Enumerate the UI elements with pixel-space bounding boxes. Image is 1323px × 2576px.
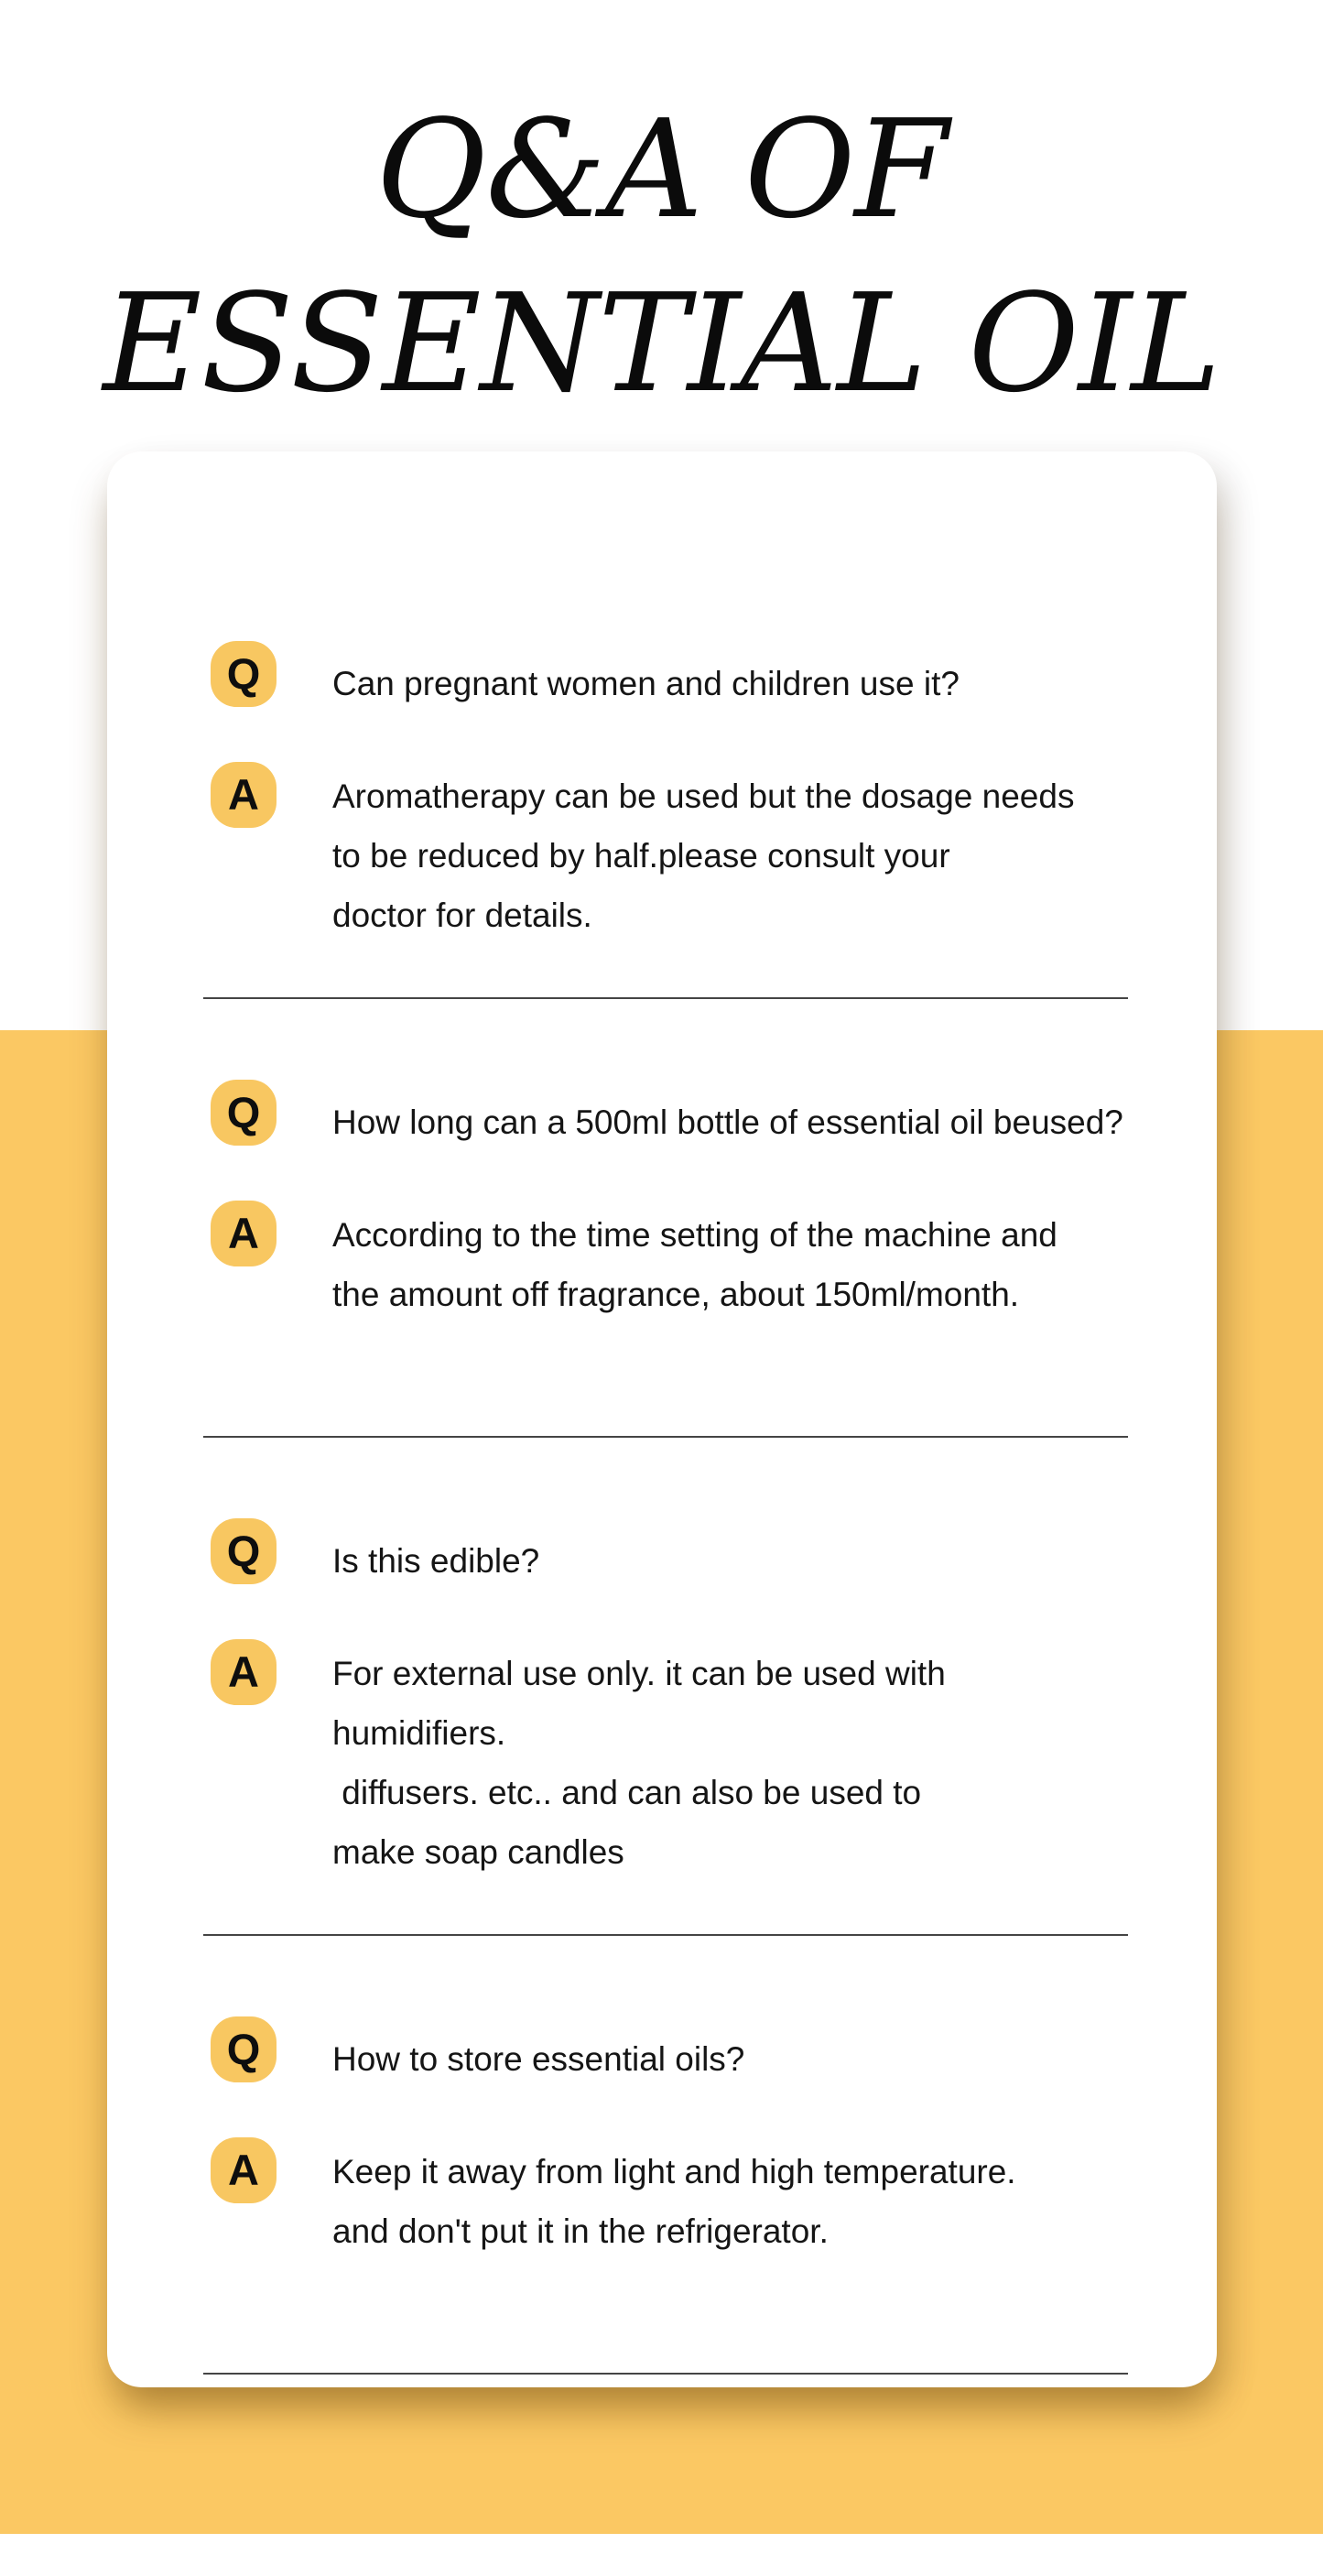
answer-line: According to the time setting of the machine and — [332, 1216, 1057, 1254]
qa-card — [107, 451, 1217, 2387]
answer-badge: A — [211, 762, 277, 828]
answer-badge: A — [211, 2137, 277, 2203]
question-badge: Q — [211, 1518, 277, 1584]
question-text: Is this edible? — [332, 1542, 540, 1580]
qa-list — [211, 641, 1128, 2375]
question-badge: Q — [211, 2016, 277, 2082]
answer-line: and don't put it in the refrigerator. — [332, 2212, 829, 2250]
section-divider — [203, 997, 1128, 999]
question-row — [211, 1518, 1128, 1591]
answer-line: to be reduced by half.please consult your — [332, 837, 950, 875]
question-row — [211, 641, 1128, 713]
answer-row — [211, 1201, 1128, 1384]
section-divider — [203, 1436, 1128, 1438]
qa-section — [211, 641, 1128, 999]
question-text: Can pregnant women and children use it? — [332, 665, 960, 702]
qa-section — [211, 1080, 1128, 1438]
answer-badge: A — [211, 1201, 277, 1266]
question-text: How long can a 500ml bottle of essential oil beused? — [332, 1103, 1123, 1141]
answer-line: diffusers. etc.. and can also be used to — [332, 1774, 922, 1811]
answer-text — [332, 1644, 1128, 1882]
question-row — [211, 2016, 1128, 2089]
title-line-1: Q&A OF — [374, 91, 949, 248]
qa-section — [211, 1518, 1128, 1936]
answer-badge: A — [211, 1639, 277, 1705]
answer-row — [211, 1639, 1128, 1882]
answer-text — [332, 1205, 1057, 1384]
page-title — [0, 82, 1323, 430]
answer-line: doctor for details. — [332, 897, 592, 934]
answer-line: make soap candles — [332, 1833, 624, 1871]
section-divider — [203, 2373, 1128, 2375]
question-row — [211, 1080, 1128, 1152]
title-line-2: ESSENTIAL OIL — [103, 265, 1220, 422]
answer-line: Keep it away from light and high temperature. — [332, 2153, 1016, 2190]
answer-line: For external use only. it can be used with humidifiers. — [332, 1655, 956, 1752]
answer-line: the amount off fragrance, about 150ml/month. — [332, 1276, 1020, 1313]
answer-row — [211, 2137, 1128, 2321]
section-divider — [203, 1934, 1128, 1936]
answer-line: Aromatherapy can be used but the dosage needs — [332, 777, 1075, 815]
qa-section — [211, 2016, 1128, 2375]
answer-row — [211, 762, 1128, 945]
answer-text — [332, 2142, 1016, 2321]
question-badge: Q — [211, 1080, 277, 1146]
question-text: How to store essential oils? — [332, 2040, 745, 2078]
answer-text — [332, 766, 1074, 945]
question-badge: Q — [211, 641, 277, 707]
